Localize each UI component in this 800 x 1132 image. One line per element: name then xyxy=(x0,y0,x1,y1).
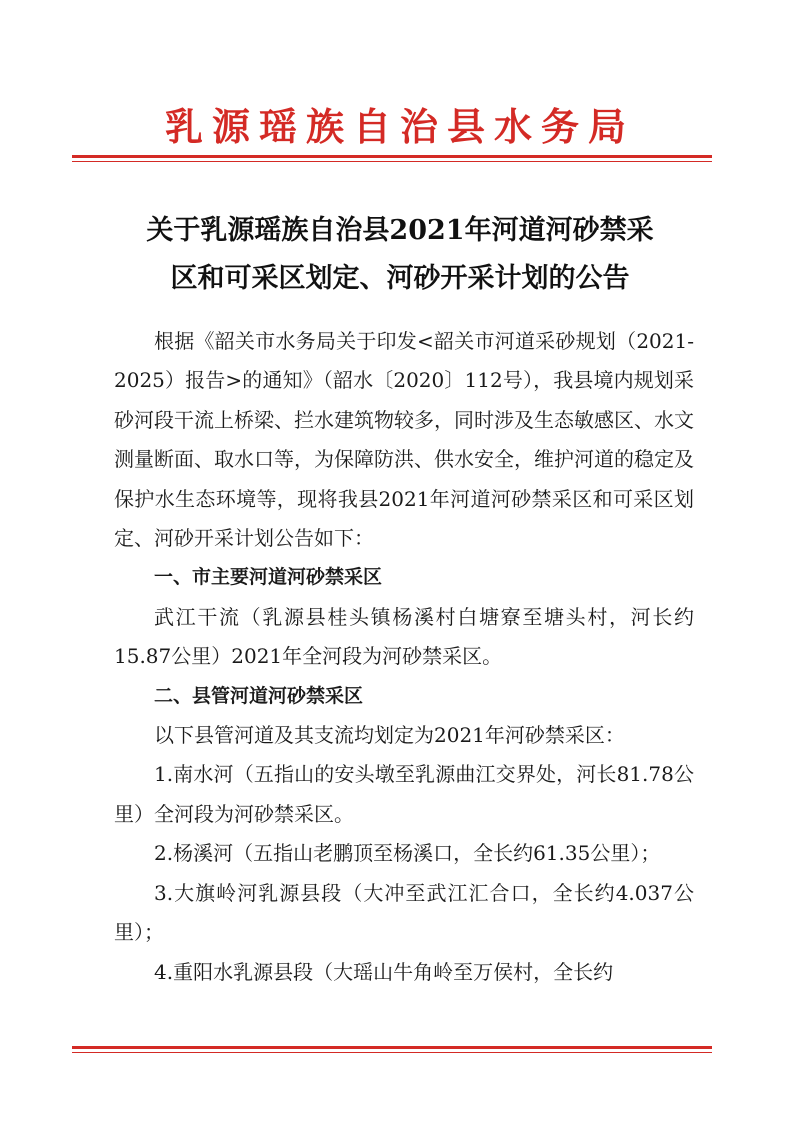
list-item-4: 4.重阳水乳源县段（大瑶山牛角岭至万侯村，全长约 xyxy=(154,959,614,984)
section-2-heading: 二、县管河道河砂禁采区 xyxy=(154,684,364,707)
letterhead-red-rule-thick xyxy=(72,155,712,158)
document-title-line-1: 关于乳源瑶族自治县2021年河道河砂禁采 xyxy=(146,215,654,246)
list-item-1: 1.南水河（五指山的安头墩至乳源曲江交界处，河长81.78公里）全河段为河砂禁采区。 xyxy=(114,762,694,826)
document-title-line-2: 区和可采区划定、河砂开采计划的公告 xyxy=(170,263,630,294)
list-item-3: 3.大旗岭河乳源县段（大冲至武江汇合口，全长约4.037公里）； xyxy=(114,880,694,945)
document-body xyxy=(114,322,694,992)
list-item-2: 2.杨溪河（五指山老鹏顶至杨溪口，全长约61.35公里）； xyxy=(154,841,661,866)
section-2-intro: 以下县管河道及其支流均划定为2021年河砂禁采区： xyxy=(154,723,625,748)
letterhead-red-rule-thin xyxy=(72,161,712,162)
letterhead-org-name: 乳源瑶族自治县水务局 xyxy=(164,104,635,149)
section-1-heading: 一、市主要河道河砂禁采区 xyxy=(154,566,383,589)
footer-red-rule-thick xyxy=(72,1046,712,1049)
footer-red-rule-thin xyxy=(72,1052,712,1053)
section-1-paragraph: 武江干流（乳源县桂头镇杨溪村白塘寮至塘头村，河长约15.87公里）2021年全河段为河砂禁采区。 xyxy=(114,604,694,669)
intro-paragraph: 根据《韶关市水务局关于印发<韶关市河道采砂规划（2021-2025）报告>的通知》（韶水〔2020〕112号），我县境内规划采砂河段干流上桥梁、拦水建筑物较多，同时涉及生态敏感区、水文测量断面、取水口等，为保障防洪、供水安全，维护河道的稳定及保护水生态环境等，现将我县2021年河道河砂禁采区和可采区划定、河砂开采计划公告如下： xyxy=(114,329,694,551)
